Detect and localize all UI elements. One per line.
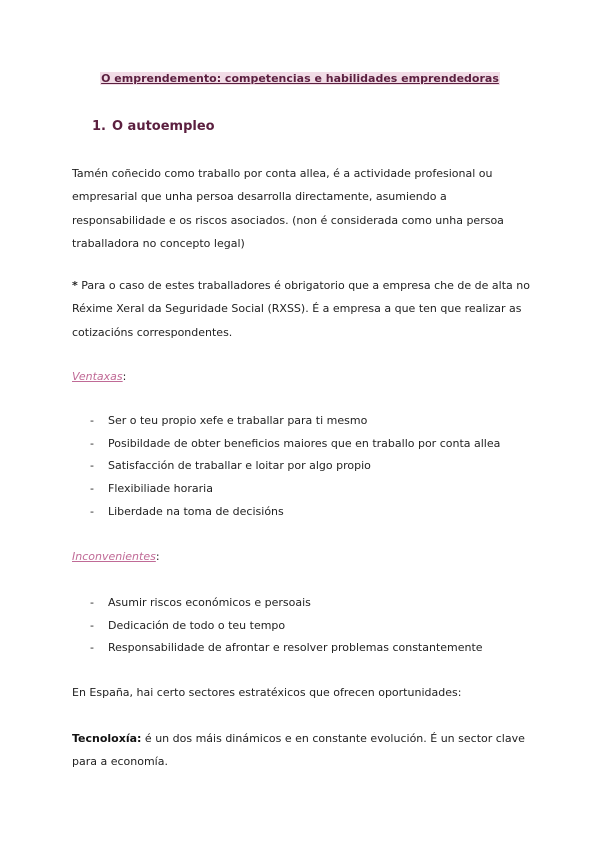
list-dash: - xyxy=(90,436,94,450)
list-item-text: Dedicación de todo o teu tempo xyxy=(108,618,286,632)
inconvenientes-colon: : xyxy=(155,550,160,563)
ventaxas-list xyxy=(90,410,500,524)
ventaxas-colon: : xyxy=(122,370,127,383)
paragraph-definition: Tamén coñecido como traballo por conta allea, é a actividade profesional ou empresarial que unha persoa desarrolla directamente, asumiendo a responsabilidade e os riscos asociados. (non é considerada como unha persoa traballadora no concepto legal) xyxy=(72,167,504,250)
paragraph-note xyxy=(72,274,532,344)
section-heading-text: O autoempleo xyxy=(111,119,215,134)
list-dash: - xyxy=(90,641,94,655)
list-item-text: Satisfacción de traballar e loitar por algo propio xyxy=(108,459,371,473)
list-dash: - xyxy=(90,414,94,427)
list-item xyxy=(90,615,483,638)
list-item-text: Liberdade na toma de decisións xyxy=(108,504,284,518)
list-dash: - xyxy=(90,596,94,609)
section-heading xyxy=(92,119,215,134)
document-title xyxy=(0,72,600,85)
list-item-text: Posibildade de obter beneficios maiores que en traballo por conta allea xyxy=(108,436,501,450)
paragraph-technology xyxy=(72,727,532,774)
paragraph-sectors: En España, hai certo sectores estratéxicos que ofrecen oportunidades: xyxy=(72,686,462,699)
list-item xyxy=(90,410,500,433)
list-item-text: Flexibiliade horaria xyxy=(108,482,213,496)
note-asterisk: * xyxy=(72,279,78,292)
list-dash: - xyxy=(90,504,94,518)
list-item-text: Asumir riscos económicos e persoais xyxy=(108,596,311,609)
ventaxas-label-text: Ventaxas xyxy=(72,370,123,383)
list-item xyxy=(90,637,483,660)
section-number: 1. xyxy=(92,119,106,134)
list-dash: - xyxy=(90,459,94,473)
list-item xyxy=(90,478,500,501)
list-item-text: Responsabilidade de afrontar e resolver problemas constantemente xyxy=(108,641,483,655)
list-dash: - xyxy=(90,618,94,632)
document-title-text: O emprendemento: competencias e habilidades emprendedoras xyxy=(101,72,499,85)
note-text: Para o caso de estes traballadores é obrigatorio que a empresa che de de alta no Réxime Xeral da Seguridade Social (RXSS). É a empresa a que ten que realizar as cotizacións correspondentes. xyxy=(72,279,530,339)
list-item xyxy=(90,501,500,524)
inconvenientes-label-text: Inconvenientes xyxy=(72,550,156,563)
technology-text: é un dos máis dinámicos e en constante evolución. É un sector clave para a economía. xyxy=(72,732,525,769)
list-item xyxy=(90,592,483,615)
list-item xyxy=(90,433,500,456)
list-dash: - xyxy=(90,482,94,496)
list-item-text: Ser o teu propio xefe e traballar para ti mesmo xyxy=(108,414,368,427)
inconvenientes-label xyxy=(72,550,160,563)
inconvenientes-list xyxy=(90,592,483,660)
list-item xyxy=(90,455,500,478)
technology-term: Tecnoloxía: xyxy=(72,732,142,745)
ventaxas-label xyxy=(72,370,126,383)
